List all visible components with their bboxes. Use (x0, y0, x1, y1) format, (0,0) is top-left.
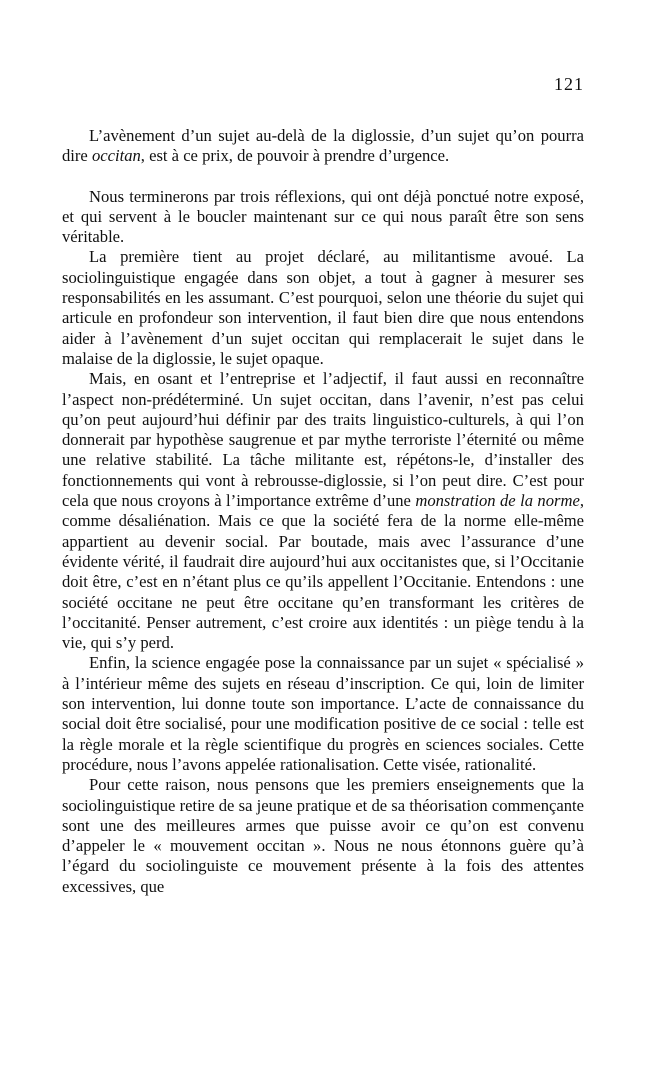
paragraph (62, 247, 584, 369)
text-run: Enfin, la science engagée pose la connaissance par un sujet « spécialisé » à l’intérieur même des sujets en réseau d’inscription. Ce qui, loin de limiter son intervention, lui donne toute son importance. L’acte de connaissance du social doit être socialisé, pour une modification positive de ce social : telle est la règle morale et la règle scientifique du progrès en sciences sociales. Cette procédure, nous l’avons appelée rationalisation. Cette visée, rationalité. (62, 653, 584, 774)
text-run: Mais, en osant et l’entreprise et l’adjectif, il faut aussi en reconnaître l’aspect non-prédéterminé. Un sujet occitan, dans l’avenir, n’est pas celui qu’on peut aujourd’hui définir par des traits linguistico-culturels, à qui l’on donnerait par hypothèse saugrenue et par mythe terroriste l’éternité ou même une relative stabilité. La tâche militante est, répétons-le, d’installer des fonctionnements qui vont à rebrousse-diglossie, si l’on peut dire. C’est pour cela que nous croyons à l’importance extrême d’une (62, 369, 584, 511)
paragraph (62, 187, 584, 248)
body-text (62, 126, 584, 897)
paragraph (62, 653, 584, 775)
paragraph (62, 775, 584, 897)
italic-text: monstration de la norme (415, 491, 580, 511)
text-run: , est à ce prix, de pouvoir à prendre d’urgence. (140, 146, 450, 166)
page-number: 121 (554, 74, 584, 94)
text-run: L’avènement d’un sujet au-delà de la diglossie, d’un sujet qu’on pourra dire (62, 126, 584, 166)
text-run: La première tient au projet déclaré, au militantisme avoué. La sociolinguistique engagée dans son objet, a tout à gagner à mesurer ses responsabilités en les assumant. C’est pourquoi, selon une théorie du sujet qui articule en profondeur son intervention, il faut bien dire que nous entendons aider à l’avènement d’un sujet occitan qui remplacerait le sujet dans le malaise de la diglossie, le sujet opaque. (62, 247, 584, 368)
text-run: Pour cette raison, nous pensons que les premiers enseignements que la sociolinguistique retire de sa jeune pratique et de sa théorisation commençante sont une des meilleures armes que puisse avoir ce qu’on est convenu d’appeler le « mouvement occitan ». Nous ne nous étonnons guère qu’à l’égard du sociolinguiste ce mouvement présente à la fois des attentes excessives, que (62, 775, 584, 896)
italic-text: occitan (91, 146, 141, 166)
text-run: Nous terminerons par trois réflexions, qui ont déjà ponctué notre exposé, et qui servent à le boucler maintenant sur ce qui nous paraît être son sens véritable. (62, 186, 584, 247)
paragraph (62, 369, 584, 653)
paragraph (62, 126, 584, 167)
text-run: , comme désaliénation. Mais ce que la société fera de la norme elle-même appartient au devenir social. Par boutade, mais avec l’assurance d’une évidente vérité, il faudrait dire aujourd’hui aux occitanistes que, si l’Occitanie doit être, c’est en n’étant plus ce qu’ils appellent l’Occitanie. Entendons : une société occitane ne peut être occitane qu’en transformant les critères de l’occitanité. Penser autrement, c’est croire aux identités : un piège tendu à la vie, qui s’y perd. (62, 491, 584, 653)
